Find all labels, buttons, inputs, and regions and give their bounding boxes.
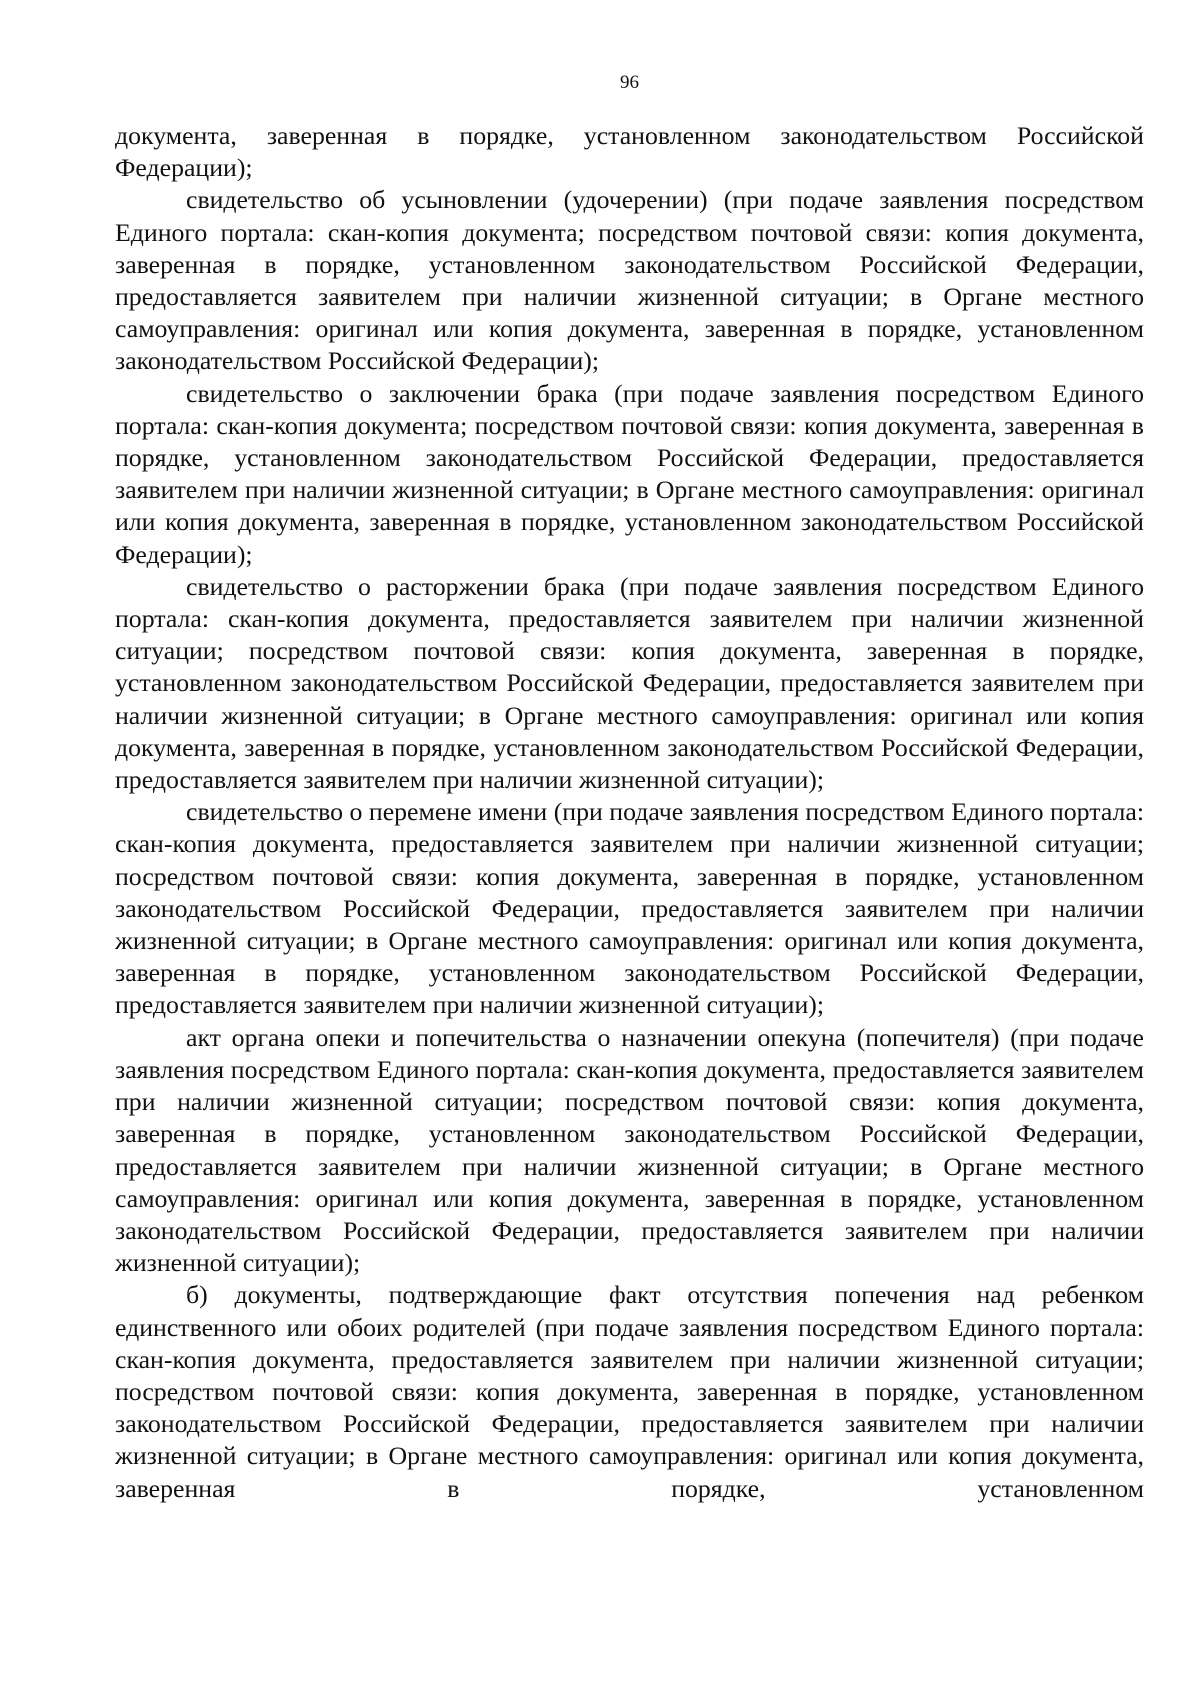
paragraph-name-change-certificate: свидетельство о перемене имени (при подаче заявления посредством Единого портала: скан-копия документа, предоставляется заявителем при наличии жизненной ситуации; посредством почтовой связи: копия документа, заверенная в порядке, установленном законодательством Российской Федерации, предоставляется заявителем при наличии жизненной ситуации; в Органе местного самоуправления: оригинал или копия документа, заверенная в порядке, установленном законодательством Российской Федерации, предоставляется заявителем при наличии жизненной ситуации); bbox=[115, 797, 1144, 1020]
paragraph-continuation: документа, заверенная в порядке, установленном законодательством Российской Федерации); bbox=[115, 121, 1144, 183]
paragraph-guardianship-act: акт органа опеки и попечительства о назначении опекуна (попечителя) (при подаче заявления посредством Единого портала: скан-копия документа, предоставляется заявителем при наличии жизненной ситуации; посредством почтовой связи: копия документа, заверенная в порядке, установленном законодательством Российской Федерации, предоставляется заявителем при наличии жизненной ситуации; в Органе местного самоуправления: оригинал или копия документа, заверенная в порядке, установленном законодательством Российской Федерации, предоставляется заявителем при наличии жизненной ситуации); bbox=[115, 1022, 1144, 1278]
paragraph-divorce-certificate: свидетельство о расторжении брака (при подаче заявления посредством Единого портала: скан-копия документа, предоставляется заявителем при наличии жизненной ситуации; посредством почтовой связи: копия документа, заверенная в порядке, установленном законодательством Российской Федерации, предоставляется заявителем при наличии жизненной ситуации; в Органе местного самоуправления: оригинал или копия документа, заверенная в порядке, установленном законодательством Российской Федерации, предоставляется заявителем при наличии жизненной ситуации); bbox=[115, 571, 1144, 795]
page-number: 96 bbox=[620, 72, 639, 93]
paragraph-marriage-certificate: свидетельство о заключении брака (при подаче заявления посредством Единого портала: скан-копия документа; посредством почтовой связи: копия документа, заверенная в порядке, установленном законодательством Российской Федерации, предоставляется заявителем при наличии жизненной ситуации; в Органе местного самоуправления: оригинал или копия документа, заверенная в порядке, установленном законодательством Российской Федерации); bbox=[115, 378, 1144, 569]
paragraph-absence-of-care-documents: б) документы, подтверждающие факт отсутствия попечения над ребенком единственного или обоих родителей (при подаче заявления посредством Единого портала: скан-копия документа, предоставляется заявителем при наличии жизненной ситуации; посредством почтовой связи: копия документа, заверенная в порядке, установленном законодательством Российской Федерации, предоставляется заявителем при наличии жизненной ситуации; в Органе местного самоуправления: оригинал или копия документа, заверенная в порядке, установленном bbox=[115, 1280, 1144, 1503]
document-body bbox=[115, 120, 1144, 1505]
paragraph-adoption-certificate: свидетельство об усыновлении (удочерении) (при подаче заявления посредством Единого портала: скан-копия документа; посредством почтовой связи: копия документа, заверенная в порядке, установленном законодательством Российской Федерации, предоставляется заявителем при наличии жизненной ситуации; в Органе местного самоуправления: оригинал или копия документа, заверенная в порядке, установленном законодательством Российской Федерации); bbox=[115, 185, 1144, 376]
